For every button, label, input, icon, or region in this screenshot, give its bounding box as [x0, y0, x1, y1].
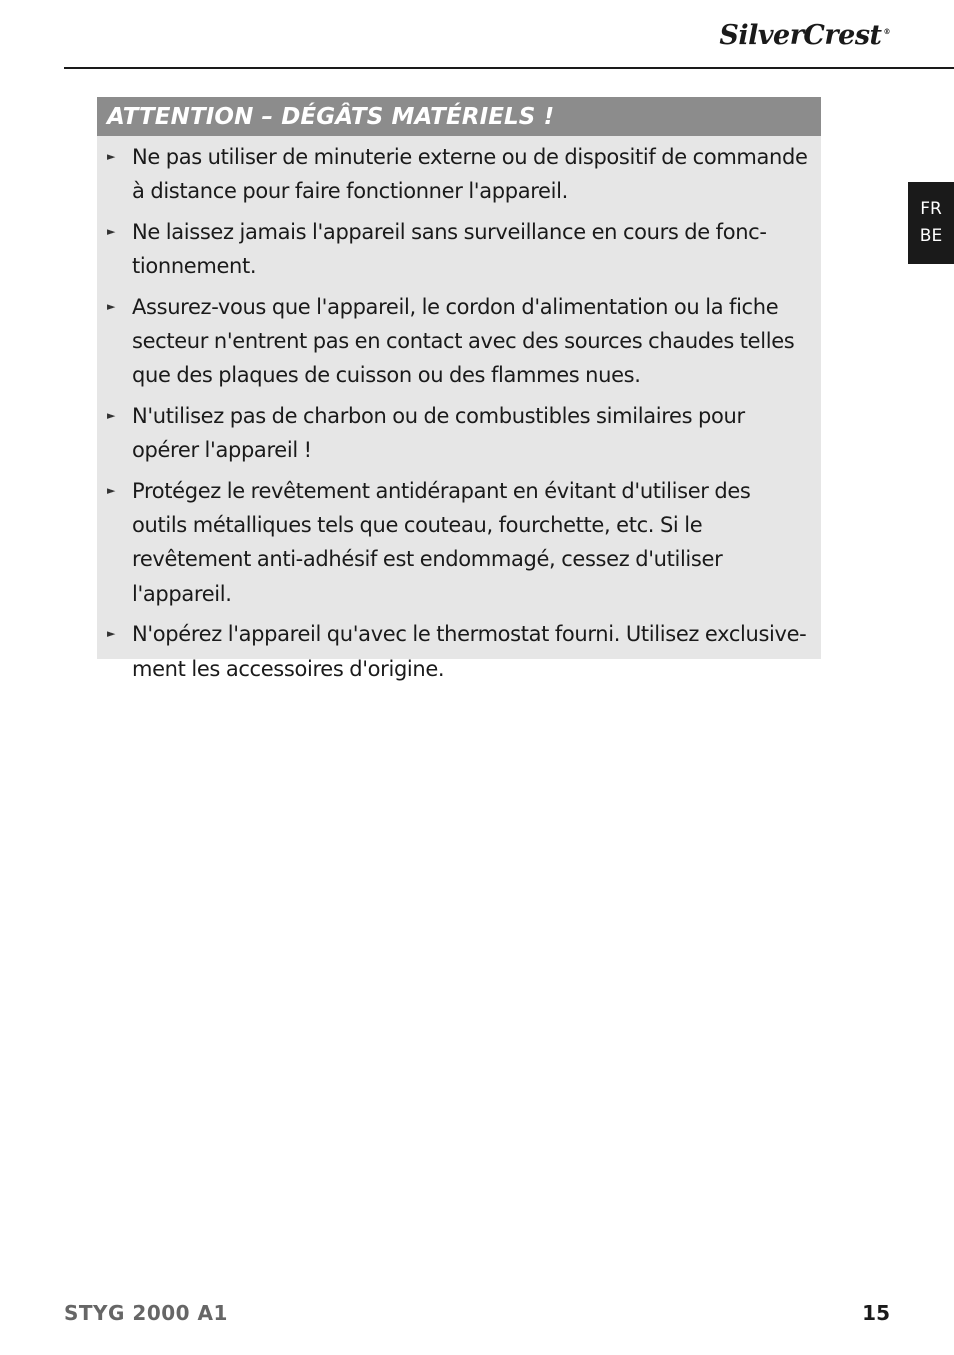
- language-tab: [908, 182, 954, 264]
- arrow-bullet-icon: ►: [107, 483, 116, 497]
- language-code-fr: FR: [920, 199, 942, 219]
- warning-item-text: N'opérez l'appareil qu'avec le thermostat fourni. Utilisez exclusive-ment les accessoires d'origine.: [132, 622, 807, 681]
- warning-item-text: N'utilisez pas de charbon ou de combustibles similaires pour opérer l'appareil !: [132, 403, 745, 463]
- arrow-bullet-icon: ►: [107, 408, 116, 422]
- warning-item-text: Assurez-vous que l'appareil, le cordon d'alimentation ou la fiche secteur n'entrent pas en contact avec des sources chaudes telles que des plaques de cuisson ou des flammes nues.: [132, 294, 795, 388]
- model-number: STYG 2000 A1: [64, 1301, 228, 1325]
- language-code-be: BE: [919, 226, 943, 246]
- brand-name: SilverCrest: [719, 20, 882, 51]
- property-damage-warning: [97, 97, 821, 681]
- warning-item: [107, 290, 809, 393]
- warning-item: [107, 140, 809, 209]
- warning-item-text: Ne pas utiliser de minuterie externe ou de dispositif de commande à distance pour faire fonctionner l'appareil.: [132, 145, 808, 204]
- arrow-bullet-icon: ►: [107, 299, 116, 313]
- arrow-bullet-icon: ►: [107, 627, 116, 641]
- brand-logo: [719, 22, 890, 49]
- warning-title: ATTENTION – DÉGÂTS MATÉRIELS !: [97, 97, 821, 136]
- warning-item: [107, 215, 809, 284]
- warning-item: [107, 617, 809, 686]
- warning-list: [97, 136, 821, 686]
- arrow-bullet-icon: ►: [107, 224, 116, 238]
- warning-item-text: Ne laissez jamais l'appareil sans surveillance en cours de fonc-tionnement.: [132, 219, 767, 279]
- page-number: 15: [862, 1301, 890, 1325]
- warning-item: [107, 474, 809, 612]
- arrow-bullet-icon: ►: [107, 150, 116, 163]
- warning-item: [107, 399, 809, 468]
- warning-item-text: Protégez le revêtement antidérapant en évitant d'utiliser des outils métalliques tels que couteau, fourchette, etc. Si le revêtement anti-adhésif est endommagé, cessez d'utiliser l'appareil.: [132, 478, 751, 606]
- header-divider: [64, 67, 954, 69]
- registered-mark: ®: [883, 27, 890, 36]
